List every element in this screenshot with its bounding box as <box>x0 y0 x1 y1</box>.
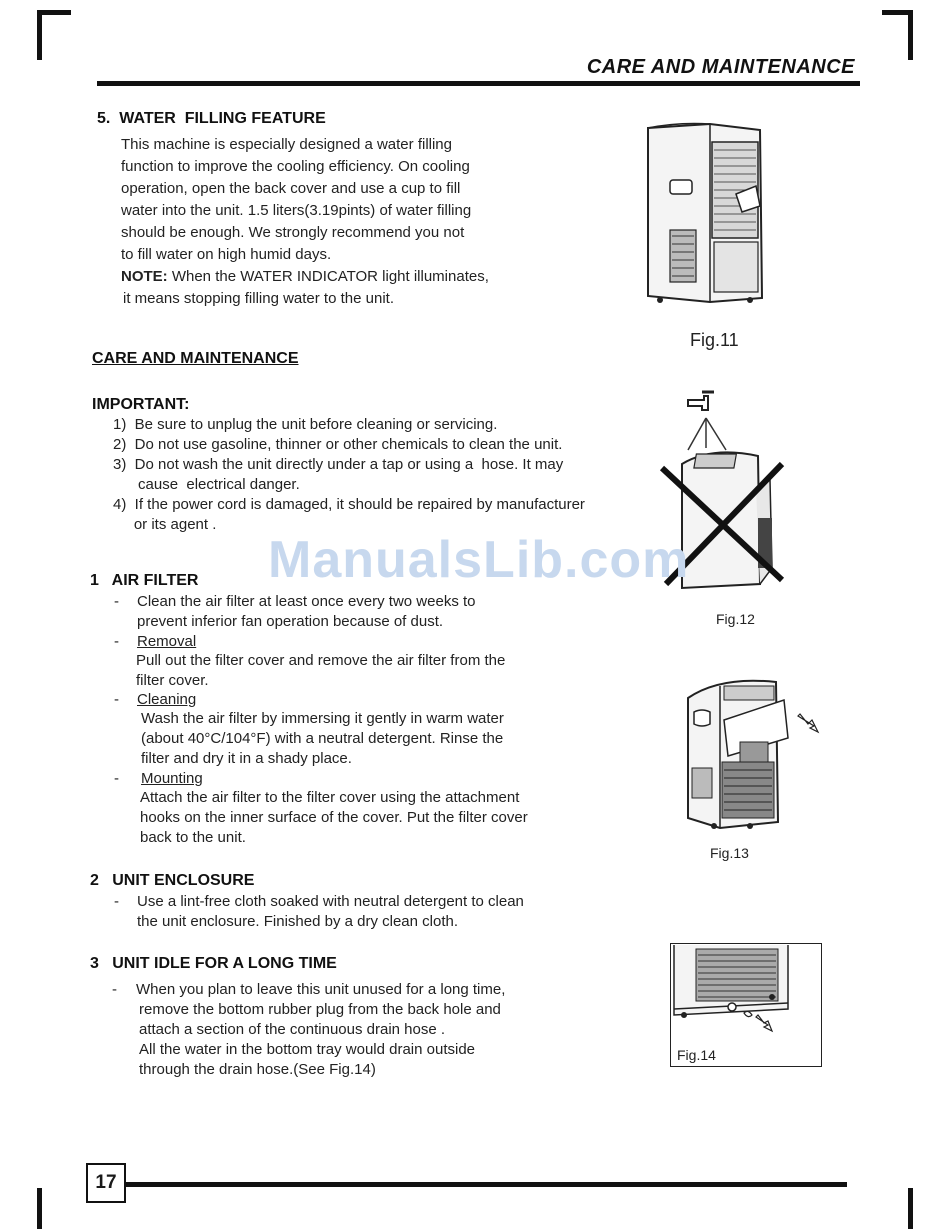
list-item: 4) If the power cord is damaged, it should be repaired by manufacturer <box>113 496 585 513</box>
text-line: Clean the air filter at least once every two weeks to <box>137 593 476 610</box>
list-item: 3) Do not wash the unit directly under a tap or using a hose. It may <box>113 456 564 473</box>
idle-dash: - <box>112 981 117 998</box>
fig11-caption: Fig.11 <box>690 330 739 350</box>
idle-heading: 3 UNIT IDLE FOR A LONG TIME <box>90 955 337 972</box>
list-item: cause electrical danger. <box>113 476 300 493</box>
crop-mark-top-left-v <box>37 10 42 60</box>
text-line: Use a lint-free cloth soaked with neutral detergent to clean <box>137 893 524 910</box>
text-line: Pull out the filter cover and remove the air filter from the <box>136 652 506 669</box>
text-line: Wash the air filter by immersing it gently in warm water <box>141 710 504 727</box>
fig13-illustration <box>680 672 830 832</box>
removal-body <box>136 651 505 691</box>
air-filter-heading: 1 AIR FILTER <box>90 572 199 589</box>
fig11-illustration <box>640 120 780 305</box>
important-list <box>113 415 585 535</box>
crop-mark-top-right-h <box>882 10 913 15</box>
text-line: hooks on the inner surface of the cover. Put the filter cover <box>140 809 528 826</box>
watermark: ManualsLib.com <box>268 531 690 589</box>
text-line: operation, open the back cover and use a cup to fill <box>121 180 461 197</box>
cleaning-body <box>141 709 504 769</box>
air-filter-intro <box>137 592 476 632</box>
mounting-body <box>140 788 528 848</box>
header-title: CARE AND MAINTENANCE <box>586 56 855 78</box>
cleaning-dash: - <box>114 691 119 708</box>
enclosure-heading: 2 UNIT ENCLOSURE <box>90 872 255 889</box>
page-number: 17 <box>86 1163 126 1203</box>
fig14-illustration <box>672 945 820 1045</box>
text-line: to fill water on high humid days. <box>121 246 332 263</box>
note-text: When the WATER INDICATOR light illuminates, <box>167 268 489 285</box>
text-line: the unit enclosure. Finished by a dry clean cloth. <box>137 913 459 930</box>
cleaning-label: Cleaning <box>137 691 197 708</box>
text-line: attach a section of the continuous drain hose . <box>139 1021 446 1038</box>
list-item: 1) Be sure to unplug the unit before cleaning or servicing. <box>113 416 498 433</box>
fig12-caption: Fig.12 <box>716 611 755 627</box>
text-line: (about 40°C/104°F) with a neutral detergent. Rinse the <box>141 730 504 747</box>
crop-mark-top-right-v <box>908 10 913 60</box>
air-filter-dash: - <box>114 593 119 610</box>
text-line: When you plan to leave this unit unused for a long time, <box>136 981 506 998</box>
text-line: function to improve the cooling efficiency. On cooling <box>121 158 470 175</box>
enclosure-dash: - <box>114 893 119 910</box>
note-label: NOTE: <box>121 268 168 285</box>
removal-label: Removal <box>137 633 197 650</box>
text-line: should be enough. We strongly recommend you not <box>121 224 465 241</box>
mounting-dash: - <box>114 770 119 787</box>
text-line: filter and dry it in a shady place. <box>141 750 352 767</box>
note-line-2: it means stopping filling water to the unit. <box>123 290 394 307</box>
text-line: water into the unit. 1.5 liters(3.19pints) of water filling <box>121 202 472 219</box>
text-line: Attach the air filter to the filter cover using the attachment <box>140 789 520 806</box>
water-filling-heading: 5. WATER FILLING FEATURE <box>97 110 326 127</box>
text-line: through the drain hose.(See Fig.14) <box>139 1061 376 1078</box>
text-line: All the water in the bottom tray would drain outside <box>139 1041 476 1058</box>
important-heading: IMPORTANT: <box>92 396 190 413</box>
crop-mark-top-left-h <box>37 10 71 15</box>
fig13-caption: Fig.13 <box>710 845 749 861</box>
removal-dash: - <box>114 633 119 650</box>
text-line: prevent inferior fan operation because of dust. <box>137 613 444 630</box>
idle-body <box>136 980 505 1080</box>
header-rule <box>97 81 860 86</box>
mounting-label: Mounting <box>141 770 203 787</box>
text-line: remove the bottom rubber plug from the back hole and <box>139 1001 501 1018</box>
enclosure-body <box>137 892 524 932</box>
water-filling-body <box>121 134 489 310</box>
fig14-caption: Fig.14 <box>677 1047 716 1063</box>
footer-rule <box>125 1182 847 1187</box>
care-heading: CARE AND MAINTENANCE <box>92 350 299 367</box>
crop-mark-bottom-left <box>37 1188 42 1229</box>
note-line <box>121 266 489 288</box>
text-line: filter cover. <box>136 672 209 689</box>
text-line: back to the unit. <box>140 829 246 846</box>
text-line: This machine is especially designed a water filling <box>121 136 452 153</box>
list-item: 2) Do not use gasoline, thinner or other chemicals to clean the unit. <box>113 436 563 453</box>
crop-mark-bottom-right <box>908 1188 913 1229</box>
list-item: or its agent . <box>113 516 217 533</box>
